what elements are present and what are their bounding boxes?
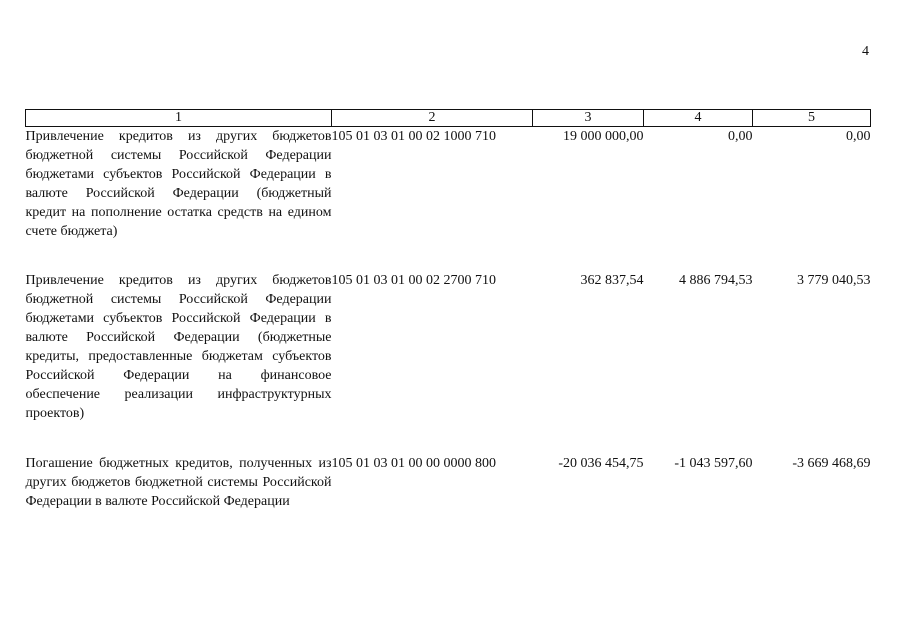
column-header-3: 3: [533, 110, 644, 127]
column-header-5: 5: [753, 110, 871, 127]
table-row: [26, 454, 871, 534]
row-code-cell: 105 01 03 01 00 02 1000 710: [331, 129, 496, 144]
row-name-cell: Привлечение кредитов из других бюджетов бюджетной системы Российской Федерации бюджетами субъектов Российской Федерации в валюте Российской Федерации (бюджетные кредиты, предоставленные бюджетам субъектов Российской Федерации на финансовое обеспечение реализации инфраструктурных проектов): [25, 273, 332, 421]
row-value-col5: -3 669 468,69: [792, 456, 871, 471]
page-number: 4: [862, 44, 869, 59]
column-header-2: 2: [332, 110, 533, 127]
row-value-col3: -20 036 454,75: [558, 456, 644, 471]
row-value-col4: 4 886 794,53: [679, 273, 753, 288]
column-header-1: 1: [26, 110, 332, 127]
row-value-col4: 0,00: [728, 129, 753, 144]
row-value-col3: 362 837,54: [580, 273, 644, 288]
row-value-col3: 19 000 000,00: [563, 129, 644, 144]
table-row: [26, 271, 871, 454]
row-name-cell: Погашение бюджетных кредитов, полученных из других бюджетов бюджетной системы Российской Федерации в валюте Российской Федерации: [25, 456, 332, 509]
row-code-cell: 105 01 03 01 00 02 2700 710: [331, 273, 496, 288]
row-value-col5: 0,00: [846, 129, 871, 144]
row-code-cell: 105 01 03 01 00 00 0000 800: [331, 456, 496, 471]
row-value-col4: -1 043 597,60: [674, 456, 753, 471]
row-name-cell: Привлечение кредитов из других бюджетов бюджетной системы Российской Федерации бюджетами субъектов Российской Федерации в валюте Российской Федерации (бюджетный кредит на пополнение остатка средств на едином счете бюджета): [25, 129, 332, 239]
row-value-col5: 3 779 040,53: [797, 273, 871, 288]
budget-table: [25, 109, 871, 534]
column-header-4: 4: [644, 110, 753, 127]
table-row: [26, 127, 871, 272]
header-row: [26, 110, 871, 127]
